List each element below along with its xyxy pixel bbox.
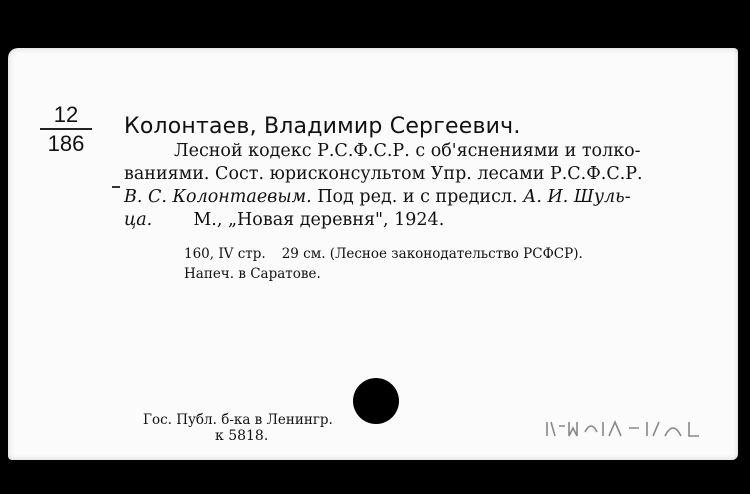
library-name: Гос. Публ. б-ка в Ленингр. bbox=[143, 412, 333, 428]
physical-details bbox=[184, 244, 583, 284]
handwritten-scribble bbox=[543, 416, 708, 440]
author-heading: Колонтаев, Владимир Сергеевич. bbox=[124, 114, 521, 139]
shelfmark bbox=[36, 103, 96, 156]
title-description bbox=[124, 140, 709, 232]
title-line-1: Лесной кодекс Р.С.Ф.С.Р. с об'яснениями и толко- bbox=[174, 141, 641, 161]
pagination: 160, IV стр. bbox=[184, 246, 266, 262]
size-series: 29 см. (Лесное законодательство РСФСР). bbox=[281, 246, 583, 262]
editor-name-part1: А. И. Шуль- bbox=[523, 187, 631, 207]
editor-name-part2: ца. bbox=[124, 210, 153, 230]
print-place: Напеч. в Саратове. bbox=[184, 266, 321, 282]
ink-stamp bbox=[353, 378, 399, 424]
shelfmark-divider bbox=[40, 128, 92, 130]
margin-mark bbox=[112, 186, 120, 188]
compiler-name: В. С. Колонтаевым. bbox=[124, 187, 312, 207]
shelfmark-top: 12 bbox=[53, 102, 79, 127]
imprint: М., „Новая деревня", 1924. bbox=[193, 210, 445, 230]
editor-phrase: Под ред. и с предисл. bbox=[311, 187, 524, 207]
catalog-card bbox=[8, 48, 738, 460]
title-line-2: ваниями. Сост. юрисконсультом Упр. лесами Р.С.Ф.С.Р. bbox=[124, 164, 643, 184]
library-stamp bbox=[143, 412, 333, 444]
shelfmark-bottom: 186 bbox=[47, 131, 85, 156]
accession-number: к 5818. bbox=[215, 428, 269, 444]
